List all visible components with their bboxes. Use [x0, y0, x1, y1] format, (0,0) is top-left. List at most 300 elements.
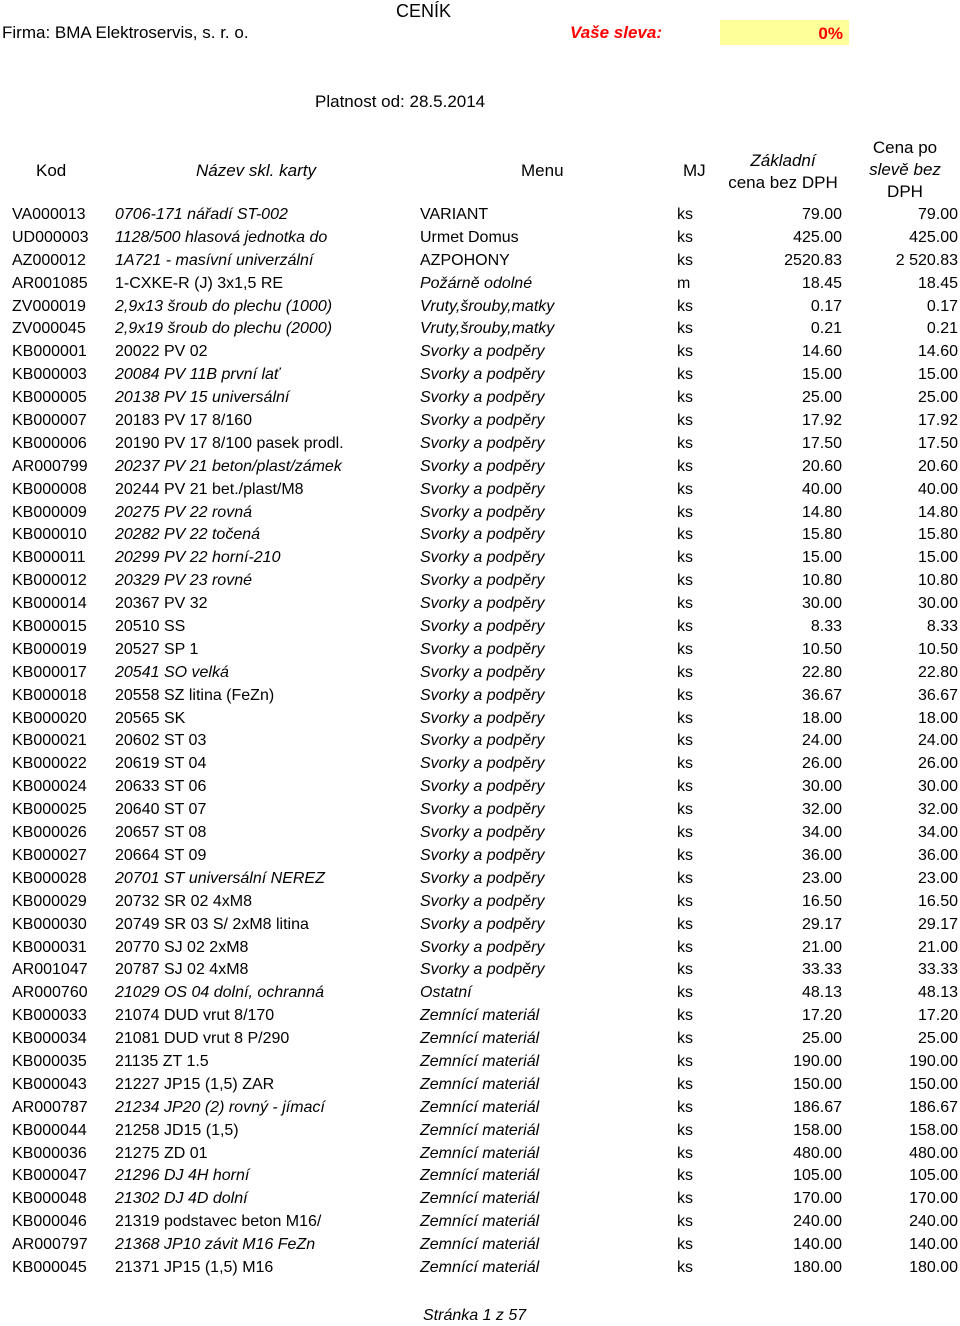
cell-menu: Svorky a podpěry: [420, 846, 545, 864]
table-row: [0, 1188, 960, 1211]
firm-name: Firma: BMA Elektroservis, s. r. o.: [2, 23, 249, 42]
cell-menu: Zemnící materiál: [420, 1007, 540, 1025]
cell-menu: Svorky a podpěry: [420, 961, 545, 979]
cell-nazev: 20701 ST universální NEREZ: [115, 869, 325, 887]
cell-nazev: 20244 PV 21 bet./plast/M8: [115, 480, 304, 498]
cell-menu: Svorky a podpěry: [420, 938, 545, 956]
cell-mj: ks: [677, 961, 693, 979]
cell-zakladni-cena: 180.00: [793, 1258, 842, 1276]
cell-mj: ks: [677, 412, 693, 430]
cell-nazev: 20640 ST 07: [115, 801, 207, 819]
cell-cena-po-sleve: 79.00: [917, 206, 958, 223]
cell-menu: Ostatní: [420, 984, 472, 1002]
cell-zakladni-cena: 2520.83: [784, 251, 842, 269]
cell-mj: ks: [677, 1213, 693, 1231]
table-row: [0, 410, 960, 433]
cell-zakladni-cena: 8.33: [810, 618, 842, 636]
discount-value-field[interactable]: 0%: [720, 20, 849, 45]
cell-menu: Svorky a podpěry: [420, 801, 545, 819]
cell-kod: KB000022: [12, 755, 87, 773]
cell-mj: ks: [677, 251, 693, 269]
cell-kod: KB000018: [12, 686, 87, 704]
cell-kod: KB000003: [12, 366, 87, 384]
cell-zakladni-cena: 20.60: [801, 457, 842, 475]
cell-zakladni-cena: 36.00: [801, 846, 842, 864]
cell-mj: ks: [677, 640, 693, 658]
table-row: [0, 1257, 960, 1280]
cell-kod: KB000024: [12, 778, 87, 796]
cell-cena-po-sleve: 186.67: [909, 1098, 958, 1116]
cell-cena-po-sleve: 105.00: [909, 1167, 958, 1185]
column-header-kod: Kod: [36, 161, 67, 180]
cell-nazev: 21029 OS 04 dolní, ochranná: [115, 984, 325, 1002]
cell-mj: ks: [677, 846, 693, 864]
cell-mj: ks: [677, 434, 693, 452]
cell-menu: Svorky a podpěry: [420, 892, 545, 910]
cell-kod: AR000799: [12, 457, 88, 475]
cell-nazev: 20237 PV 21 beton/plast/zámek: [115, 457, 342, 475]
cell-menu: Svorky a podpěry: [420, 549, 545, 567]
cell-menu: Svorky a podpěry: [420, 869, 545, 887]
cell-menu: VARIANT: [420, 206, 489, 223]
cell-kod: KB000012: [12, 572, 87, 590]
cell-kod: KB000045: [12, 1258, 87, 1276]
cell-mj: ks: [677, 1121, 693, 1139]
cell-menu: Svorky a podpěry: [420, 915, 545, 933]
cell-menu: Vruty,šrouby,matky: [420, 320, 555, 338]
cell-kod: KB000011: [12, 549, 86, 567]
cell-kod: KB000017: [12, 663, 87, 681]
cell-menu: Svorky a podpěry: [420, 709, 545, 727]
table-row: [0, 204, 960, 227]
cell-kod: KB000034: [12, 1030, 87, 1048]
cell-cena-po-sleve: 24.00: [917, 732, 958, 750]
cell-zakladni-cena: 0.17: [810, 297, 842, 315]
cell-kod: AZ000012: [12, 251, 86, 269]
table-row: [0, 1051, 960, 1074]
page-number: Stránka 1 z 57: [423, 1307, 527, 1324]
cell-cena-po-sleve: 190.00: [909, 1052, 958, 1070]
cell-zakladni-cena: 0.21: [810, 320, 842, 338]
cell-cena-po-sleve: 14.60: [917, 343, 958, 361]
cell-zakladni-cena: 150.00: [793, 1075, 842, 1093]
cell-nazev: 1-CXKE-R (J) 3x1,5 RE: [115, 274, 284, 292]
cell-nazev: 20022 PV 02: [115, 343, 208, 361]
table-row: [0, 524, 960, 547]
table-row: [0, 959, 960, 982]
cell-zakladni-cena: 105.00: [793, 1167, 842, 1185]
cell-cena-po-sleve: 30.00: [917, 778, 958, 796]
cell-mj: ks: [677, 709, 693, 727]
cell-zakladni-cena: 480.00: [793, 1144, 842, 1162]
column-header-cena-line3: DPH: [887, 182, 923, 201]
cell-zakladni-cena: 14.60: [801, 343, 842, 361]
cell-mj: ks: [677, 892, 693, 910]
cell-kod: KB000030: [12, 915, 87, 933]
cell-mj: ks: [677, 503, 693, 521]
table-row: [0, 753, 960, 776]
cell-cena-po-sleve: 10.50: [917, 640, 958, 658]
cell-menu: Svorky a podpěry: [420, 389, 545, 407]
cell-zakladni-cena: 30.00: [801, 595, 842, 613]
cell-zakladni-cena: 158.00: [793, 1121, 842, 1139]
cell-cena-po-sleve: 140.00: [909, 1236, 958, 1254]
cell-mj: ks: [677, 297, 693, 315]
cell-zakladni-cena: 15.00: [801, 549, 842, 567]
cell-kod: ZV000019: [12, 297, 86, 315]
cell-mj: ks: [677, 206, 693, 223]
cell-kod: KB000008: [12, 480, 87, 498]
validity-date: Platnost od: 28.5.2014: [315, 92, 486, 111]
cell-kod: KB000044: [12, 1121, 87, 1139]
cell-menu: Požárně odolné: [420, 274, 533, 292]
table-row: [0, 730, 960, 753]
cell-zakladni-cena: 40.00: [801, 480, 842, 498]
cell-mj: ks: [677, 320, 693, 338]
cell-kod: KB000006: [12, 434, 87, 452]
cell-zakladni-cena: 33.33: [801, 961, 842, 979]
table-row: [0, 914, 960, 937]
cell-nazev: 21296 DJ 4H horní: [115, 1167, 250, 1185]
table-row: [0, 799, 960, 822]
cell-nazev: 20190 PV 17 8/100 pasek prodl.: [115, 434, 344, 452]
cell-menu: Zemnící materiál: [420, 1030, 540, 1048]
cell-mj: ks: [677, 824, 693, 842]
cell-nazev: 20749 SR 03 S/ 2xM8 litina: [115, 915, 309, 933]
cell-cena-po-sleve: 20.60: [917, 457, 958, 475]
table-row: [0, 433, 960, 456]
table-row: [0, 868, 960, 891]
cell-nazev: 20183 PV 17 8/160: [115, 412, 253, 430]
cell-mj: ks: [677, 984, 693, 1002]
cell-menu: Svorky a podpěry: [420, 366, 545, 384]
cell-menu: Svorky a podpěry: [420, 824, 545, 842]
cell-cena-po-sleve: 480.00: [909, 1144, 958, 1162]
table-row: [0, 227, 960, 250]
cell-mj: ks: [677, 549, 693, 567]
cell-cena-po-sleve: 18.00: [917, 709, 958, 727]
cell-kod: KB000025: [12, 801, 87, 819]
cell-mj: m: [677, 274, 691, 292]
cell-mj: ks: [677, 915, 693, 933]
cell-menu: Svorky a podpěry: [420, 595, 545, 613]
cell-nazev: 21275 ZD 01: [115, 1144, 208, 1162]
cell-menu: Svorky a podpěry: [420, 618, 545, 636]
cell-nazev: 21074 DUD vrut 8/170: [115, 1007, 275, 1025]
cell-cena-po-sleve: 180.00: [909, 1258, 958, 1276]
cell-nazev: 0706-171 nářadí ST-002: [115, 206, 288, 223]
table-row: [0, 456, 960, 479]
cell-cena-po-sleve: 40.00: [917, 480, 958, 498]
table-row: [0, 273, 960, 296]
cell-cena-po-sleve: 18.45: [917, 274, 958, 292]
cell-kod: AR000797: [12, 1236, 88, 1254]
cell-zakladni-cena: 24.00: [801, 732, 842, 750]
cell-mj: ks: [677, 595, 693, 613]
table-row: [0, 822, 960, 845]
table-row: [0, 982, 960, 1005]
cell-kod: AR001047: [12, 961, 88, 979]
price-table: [0, 204, 960, 1280]
cell-kod: KB000001: [12, 343, 87, 361]
cell-cena-po-sleve: 26.00: [917, 755, 958, 773]
cell-nazev: 21135 ZT 1.5: [115, 1052, 209, 1070]
cell-mj: ks: [677, 343, 693, 361]
cell-zakladni-cena: 32.00: [801, 801, 842, 819]
cell-mj: ks: [677, 778, 693, 796]
cell-kod: VA000013: [12, 206, 86, 223]
cell-zakladni-cena: 25.00: [801, 389, 842, 407]
cell-kod: KB000014: [12, 595, 87, 613]
cell-mj: ks: [677, 1098, 693, 1116]
cell-menu: Svorky a podpěry: [420, 526, 545, 544]
cell-kod: KB000029: [12, 892, 87, 910]
cell-mj: ks: [677, 526, 693, 544]
cell-nazev: 20510 SS: [115, 618, 186, 636]
cell-zakladni-cena: 18.45: [801, 274, 842, 292]
cell-mj: ks: [677, 572, 693, 590]
cell-cena-po-sleve: 8.33: [926, 618, 958, 636]
cell-kod: KB000031: [12, 938, 87, 956]
cell-menu: Zemnící materiál: [420, 1258, 540, 1276]
cell-zakladni-cena: 425.00: [793, 228, 842, 246]
column-header-zakladni-line1: Základní: [750, 151, 816, 170]
cell-menu: Svorky a podpěry: [420, 640, 545, 658]
cell-cena-po-sleve: 25.00: [917, 389, 958, 407]
cell-kod: KB000015: [12, 618, 87, 636]
discount-label: Vaše sleva:: [570, 23, 662, 42]
cell-menu: Svorky a podpěry: [420, 778, 545, 796]
cell-cena-po-sleve: 32.00: [917, 801, 958, 819]
table-row: [0, 341, 960, 364]
cell-mj: ks: [677, 663, 693, 681]
cell-kod: KB000046: [12, 1213, 87, 1231]
cell-cena-po-sleve: 30.00: [917, 595, 958, 613]
cell-cena-po-sleve: 16.50: [917, 892, 958, 910]
cell-kod: KB000007: [12, 412, 87, 430]
cell-nazev: 21227 JP15 (1,5) ZAR: [115, 1075, 275, 1093]
cell-mj: ks: [677, 732, 693, 750]
cell-cena-po-sleve: 0.21: [926, 320, 958, 338]
cell-mj: ks: [677, 1258, 693, 1276]
cell-kod: KB000009: [12, 503, 87, 521]
cell-zakladni-cena: 140.00: [793, 1236, 842, 1254]
cell-kod: KB000033: [12, 1007, 87, 1025]
cell-kod: KB000027: [12, 846, 87, 864]
table-row: [0, 1074, 960, 1097]
cell-cena-po-sleve: 17.92: [917, 412, 958, 430]
cell-cena-po-sleve: 15.80: [917, 526, 958, 544]
cell-menu: Zemnící materiál: [420, 1144, 540, 1162]
cell-kod: UD000003: [12, 228, 89, 246]
cell-zakladni-cena: 10.50: [801, 640, 842, 658]
column-header-zakladni-line2: cena bez DPH: [728, 173, 838, 192]
cell-cena-po-sleve: 150.00: [909, 1075, 958, 1093]
cell-nazev: 2,9x19 šroub do plechu (2000): [115, 320, 333, 338]
cell-menu: Svorky a podpěry: [420, 457, 545, 475]
table-row: [0, 708, 960, 731]
cell-mj: ks: [677, 1052, 693, 1070]
table-row: [0, 387, 960, 410]
table-row: [0, 1120, 960, 1143]
table-row: [0, 318, 960, 341]
table-row: [0, 1028, 960, 1051]
cell-menu: Zemnící materiál: [420, 1213, 540, 1231]
cell-mj: ks: [677, 869, 693, 887]
cell-menu: Zemnící materiál: [420, 1190, 540, 1208]
cell-nazev: 20329 PV 23 rovné: [115, 572, 252, 590]
cell-mj: ks: [677, 755, 693, 773]
column-header-cena-line2: slevě bez: [869, 160, 941, 179]
cell-mj: ks: [677, 1007, 693, 1025]
table-row: [0, 547, 960, 570]
cell-kod: ZV000045: [12, 320, 86, 338]
cell-kod: KB000035: [12, 1052, 87, 1070]
cell-nazev: 20275 PV 22 rovná: [115, 503, 252, 521]
cell-mj: ks: [677, 480, 693, 498]
table-row: [0, 570, 960, 593]
cell-kod: KB000021: [12, 732, 87, 750]
cell-nazev: 1A721 - masívní univerzální: [115, 251, 314, 269]
cell-menu: Zemnící materiál: [420, 1075, 540, 1093]
table-row: [0, 1165, 960, 1188]
cell-kod: AR000787: [12, 1098, 88, 1116]
cell-mj: ks: [677, 938, 693, 956]
cell-nazev: 20657 ST 08: [115, 824, 207, 842]
column-header-zakladni-cena: [722, 150, 844, 194]
cell-cena-po-sleve: 48.13: [917, 984, 958, 1002]
cell-nazev: 20299 PV 22 horní-210: [115, 549, 281, 567]
cell-cena-po-sleve: 158.00: [909, 1121, 958, 1139]
cell-cena-po-sleve: 15.00: [917, 366, 958, 384]
cell-menu: Svorky a podpěry: [420, 755, 545, 773]
cell-cena-po-sleve: 33.33: [917, 961, 958, 979]
cell-menu: Svorky a podpěry: [420, 480, 545, 498]
cell-mj: ks: [677, 1236, 693, 1254]
cell-menu: AZPOHONY: [420, 251, 510, 269]
cell-kod: KB000020: [12, 709, 87, 727]
cell-mj: ks: [677, 801, 693, 819]
column-header-menu: Menu: [521, 161, 564, 180]
cell-zakladni-cena: 18.00: [801, 709, 842, 727]
cell-menu: Zemnící materiál: [420, 1052, 540, 1070]
table-row: [0, 891, 960, 914]
cell-zakladni-cena: 29.17: [801, 915, 842, 933]
cell-mj: ks: [677, 228, 693, 246]
cell-kod: KB000028: [12, 869, 87, 887]
cell-zakladni-cena: 170.00: [793, 1190, 842, 1208]
cell-cena-po-sleve: 25.00: [917, 1030, 958, 1048]
cell-nazev: 20619 ST 04: [115, 755, 207, 773]
cell-cena-po-sleve: 15.00: [917, 549, 958, 567]
table-row: [0, 616, 960, 639]
cell-cena-po-sleve: 425.00: [909, 228, 958, 246]
cell-mj: ks: [677, 389, 693, 407]
cell-cena-po-sleve: 17.50: [917, 434, 958, 452]
cell-zakladni-cena: 30.00: [801, 778, 842, 796]
cell-nazev: 21319 podstavec beton M16/: [115, 1213, 322, 1231]
cell-menu: Vruty,šrouby,matky: [420, 297, 555, 315]
column-header-cena-po-sleve: [858, 137, 952, 203]
cell-zakladni-cena: 186.67: [793, 1098, 842, 1116]
cell-mj: ks: [677, 1075, 693, 1093]
cell-mj: ks: [677, 1030, 693, 1048]
table-row: [0, 479, 960, 502]
cell-zakladni-cena: 190.00: [793, 1052, 842, 1070]
cell-menu: Zemnící materiál: [420, 1121, 540, 1139]
cell-cena-po-sleve: 17.20: [917, 1007, 958, 1025]
cell-mj: ks: [677, 1190, 693, 1208]
cell-mj: ks: [677, 457, 693, 475]
cell-mj: ks: [677, 1144, 693, 1162]
cell-cena-po-sleve: 23.00: [917, 869, 958, 887]
table-row: [0, 1005, 960, 1028]
cell-nazev: 21302 DJ 4D dolní: [115, 1190, 248, 1208]
column-header-cena-line1: Cena po: [872, 138, 938, 157]
cell-zakladni-cena: 21.00: [801, 938, 842, 956]
cell-nazev: 20664 ST 09: [115, 846, 207, 864]
table-row: [0, 685, 960, 708]
table-row: [0, 937, 960, 960]
cell-nazev: 20565 SK: [115, 709, 186, 727]
cell-zakladni-cena: 15.80: [801, 526, 842, 544]
cell-nazev: 1128/500 hlasová jednotka do: [115, 228, 328, 246]
cell-kod: KB000010: [12, 526, 87, 544]
cell-nazev: 20541 SO velká: [115, 663, 229, 681]
table-row: [0, 502, 960, 525]
cell-cena-po-sleve: 34.00: [917, 824, 958, 842]
cell-cena-po-sleve: 0.17: [926, 297, 958, 315]
cell-cena-po-sleve: 22.80: [917, 663, 958, 681]
cell-zakladni-cena: 25.00: [801, 1030, 842, 1048]
table-row: [0, 1234, 960, 1257]
cell-nazev: 20602 ST 03: [115, 732, 207, 750]
cell-mj: ks: [677, 686, 693, 704]
cell-menu: Svorky a podpěry: [420, 732, 545, 750]
cell-nazev: 20367 PV 32: [115, 595, 208, 613]
column-header-mj: MJ: [683, 161, 706, 180]
table-row: [0, 1211, 960, 1234]
column-header-nazev: Název skl. karty: [196, 161, 316, 180]
table-row: [0, 1097, 960, 1120]
cell-cena-po-sleve: 10.80: [917, 572, 958, 590]
cell-zakladni-cena: 17.92: [801, 412, 842, 430]
cell-zakladni-cena: 15.00: [801, 366, 842, 384]
cell-nazev: 21234 JP20 (2) rovný - jímací: [115, 1098, 325, 1116]
cell-zakladni-cena: 26.00: [801, 755, 842, 773]
cell-menu: Zemnící materiál: [420, 1098, 540, 1116]
cell-zakladni-cena: 36.67: [801, 686, 842, 704]
cell-kod: KB000005: [12, 389, 87, 407]
cell-menu: Svorky a podpěry: [420, 572, 545, 590]
cell-cena-po-sleve: 29.17: [917, 915, 958, 933]
cell-nazev: 20558 SZ litina (FeZn): [115, 686, 275, 704]
cell-menu: Zemnící materiál: [420, 1167, 540, 1185]
table-row: [0, 250, 960, 273]
cell-nazev: 20138 PV 15 universální: [115, 389, 290, 407]
cell-menu: Svorky a podpěry: [420, 434, 545, 452]
cell-cena-po-sleve: 2 520.83: [895, 251, 958, 269]
table-row: [0, 776, 960, 799]
cell-kod: AR000760: [12, 984, 88, 1002]
cell-zakladni-cena: 17.50: [801, 434, 842, 452]
cell-cena-po-sleve: 170.00: [909, 1190, 958, 1208]
cell-kod: KB000036: [12, 1144, 87, 1162]
cell-kod: KB000019: [12, 640, 87, 658]
cell-nazev: 21258 JD15 (1,5): [115, 1121, 239, 1139]
cell-kod: KB000047: [12, 1167, 87, 1185]
cell-mj: ks: [677, 1167, 693, 1185]
